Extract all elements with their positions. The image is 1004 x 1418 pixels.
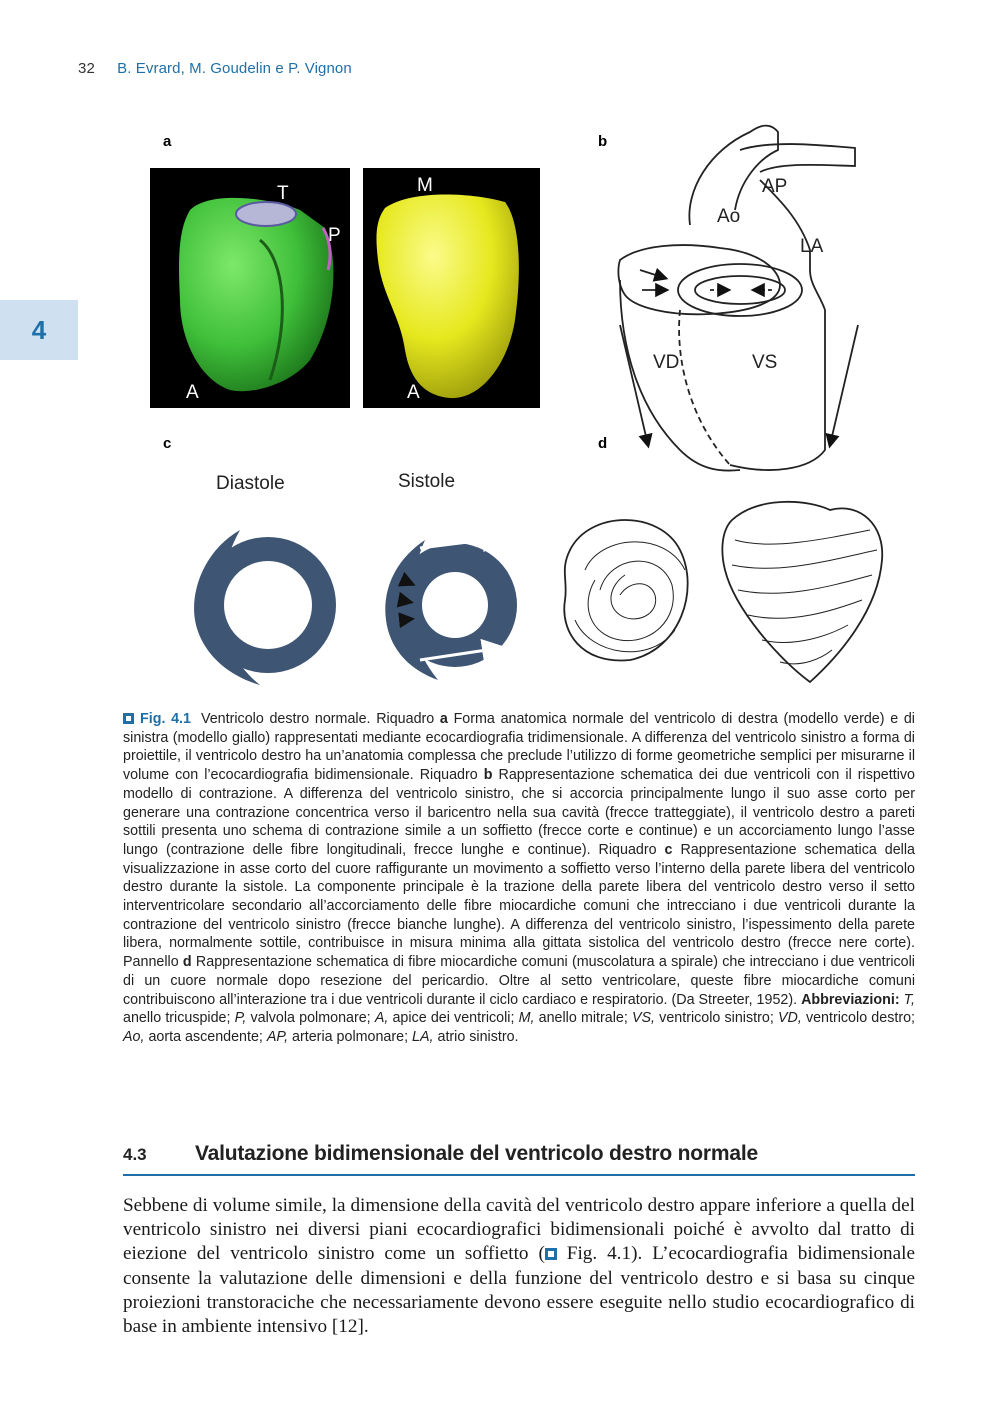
tricuspid-annulus (236, 202, 296, 226)
label-AP: AP (762, 176, 788, 197)
caption-text: Rappresentazione schematica della visualizzazione in asse corto del cuore raffigurante un movimento a soffietto verso l’interno della parete libera del ventricolo destro durante la sistole. La componente principale è la trazione della parete libera del ventricolo destro verso il setto interventricolare secondario all’accorciamento delle fibre miocardiche comuni che intrecciano i due ventricoli durante la contrazione del ventricolo sinistro (frecce bianche lunghe). A differenza del ventricolo sinistro, l’ispessimento della parete libera, normalmente sottile, contribuisce in misura minima alla gittata sistolica del ventricolo destro (frecce nere corte). Pannello (123, 841, 915, 971)
fibre-apex-view-outline (564, 520, 687, 660)
lv-short-axis-outer (678, 264, 802, 316)
caption-text: Ventricolo destro normale. Riquadro (200, 711, 440, 727)
abbr-term: LA, (412, 1028, 434, 1045)
abbr-def: aorta ascendente; (144, 1028, 267, 1045)
abbr-def: apice dei ventricoli; (388, 1010, 519, 1027)
systole-short-arrow-3 (401, 619, 411, 620)
caption-panel-c: c (664, 841, 673, 858)
systole-rings (385, 538, 517, 680)
abbr-def: atrio sinistro. (433, 1028, 519, 1045)
rv-bellows-arrow-1 (640, 270, 665, 278)
fibre-line-4 (748, 600, 862, 618)
caption-panel-b: b (483, 767, 493, 784)
rv-longitudinal-arrow (620, 325, 648, 445)
fibre-line-5 (762, 625, 848, 642)
label-T: T (277, 183, 289, 204)
fibre-spiral-2 (588, 561, 673, 641)
panel-a-green-model (150, 168, 350, 408)
running-head (78, 60, 352, 77)
rv-free-wall (620, 280, 740, 471)
abbr-term: AP, (266, 1028, 289, 1045)
panel-b-schematic (618, 126, 858, 471)
abbr-term: VS, (631, 1010, 656, 1027)
label-LA: LA (800, 236, 824, 257)
aortic-arch-branch (740, 144, 855, 172)
caption-text: Rappresentazione schematica di fibre miocardiche comuni (muscolatura a spirale) che intrecciano i due ventricoli di un cuore normale dopo resezione del pericardio. Oltre al setto ventricolare, queste fibre miocardiche comuni contribuiscono all’interazione tra i due ventricoli durante il ciclo cardiaco e respiratorio. (Da Streeter, 1952). (123, 954, 915, 1008)
page-number: 32 (78, 60, 95, 77)
fibre-spiral-4 (575, 620, 675, 652)
label-A-green: A (186, 382, 199, 403)
caption-panel-a: a (439, 711, 448, 727)
abbr-term: M, (518, 1010, 535, 1027)
caption-text: Forma anatomica normale del ventricolo di destra (modello verde) e di sinistra (modello giallo) rappresentati mediante ecocardiografia tridimensionale. A differenza del ventricolo sinistro a forma di proiettile, il ventricolo destro ha un’anatomia complessa che preclude l’utilizzo di forme geometriche semplici per misurarne il volume con l’ecocardiografia bidimensionale. Riquadro (123, 711, 915, 784)
fibre-line-1 (735, 530, 870, 544)
label-Ao: Ao (717, 206, 741, 227)
figure-reference-icon (545, 1248, 557, 1260)
fibre-line-6 (780, 650, 832, 664)
panel-letter-b: b (598, 133, 608, 150)
abbr-def: ventricolo destro; (801, 1010, 916, 1027)
section-title: Valutazione bidimensionale del ventricolo destro normale (195, 1142, 758, 1165)
diastole-lv-cavity (224, 561, 312, 649)
label-A-yellow: A (407, 382, 420, 403)
interventricular-septum (679, 310, 730, 465)
fibre-line-2 (732, 550, 877, 568)
panel-d-fibres-top-view (564, 520, 687, 660)
abbr-def: arteria polmonare; (288, 1028, 413, 1045)
figure-reference-link[interactable]: Fig. 4.1 (556, 1243, 632, 1265)
label-P: P (328, 225, 341, 246)
figure-marker-icon (123, 713, 134, 724)
label-VS: VS (752, 352, 778, 373)
figure-label: Fig. 4.1 (140, 711, 191, 727)
panel-letter-a: a (163, 133, 172, 150)
label-diastole: Diastole (216, 473, 285, 494)
systole-lv-cavity (422, 572, 488, 638)
figure-caption (123, 710, 915, 1047)
panel-letter-c: c (163, 435, 172, 452)
label-sistole: Sistole (398, 471, 456, 492)
figure-4-1 (120, 110, 900, 700)
panel-a-yellow-model (363, 168, 540, 408)
abbr-def: ventricolo sinistro; (655, 1010, 778, 1027)
abbr-def: valvola polmonare; (246, 1010, 375, 1027)
abbr-def: anello tricuspide; (123, 1010, 235, 1027)
abbr-term: VD, (777, 1010, 802, 1027)
fibre-spiral-3 (585, 542, 685, 570)
body-text-part: Sebbene di volume simile, la dimensione della cavità del ventricolo destro appare inferiore a quella del ventricolo sinistro nei diversi piani ecocardiografici bidimensionali poiché è avvolto dal tratto di eiezione del ventricolo sinistro come un soffietto ( (123, 1195, 915, 1265)
abbr-term: T, (903, 991, 915, 1008)
section-heading (123, 1142, 915, 1176)
figure-illustration (120, 110, 900, 700)
chapter-tab (0, 300, 78, 360)
panel-d-fibres-side-view (722, 502, 882, 682)
abbr-term: Ao, (123, 1028, 145, 1045)
lv-longitudinal-arrow (830, 325, 858, 445)
abbreviations-label: Abbreviazioni: (801, 991, 900, 1008)
label-VD: VD (653, 352, 680, 373)
caption-text: Rappresentazione schematica dei due ventricoli con il rispettivo modello di contrazione. A differenza del ventricolo sinistro, che si accorcia principalmente lungo il suo asse corto per generare una contrazione concentrica verso il baricentro nella sua cavità (frecce tratteggiate), il ventricolo destro a pareti sottili presenta uno schema di contrazione simile a un soffietto (frecce corte e continue) e un accorciamento lungo l’asse lungo (contrazione delle fibre longitudinali, frecce lunghe e continue). Riquadro (123, 767, 915, 858)
abbr-term: P, (234, 1010, 247, 1027)
running-head-authors: B. Evrard, M. Goudelin e P. Vignon (117, 60, 352, 77)
fibre-spiral-1 (611, 575, 656, 619)
fibre-line-3 (738, 575, 872, 593)
body-paragraph (123, 1194, 915, 1339)
abbr-def: anello mitrale; (534, 1010, 632, 1027)
abbr-term: A, (374, 1010, 389, 1027)
caption-panel-d: d (182, 954, 192, 971)
diastole-rings (194, 530, 336, 685)
section-number: 4.3 (123, 1145, 147, 1164)
panel-letter-d: d (598, 435, 608, 452)
body-text-part: ). L’ecocardiografia bidimensionale consente la valutazione delle dimensioni e della funzione del ventricolo destro e si basa su cinque proiezioni transtoraciche che necessariamente devono essere eseguite nello studio ecocardiografico di base in ambiente intensivo [12]. (123, 1243, 915, 1338)
left-heart-outline (730, 180, 825, 470)
label-M: M (417, 175, 433, 196)
chapter-number: 4 (31, 314, 47, 345)
